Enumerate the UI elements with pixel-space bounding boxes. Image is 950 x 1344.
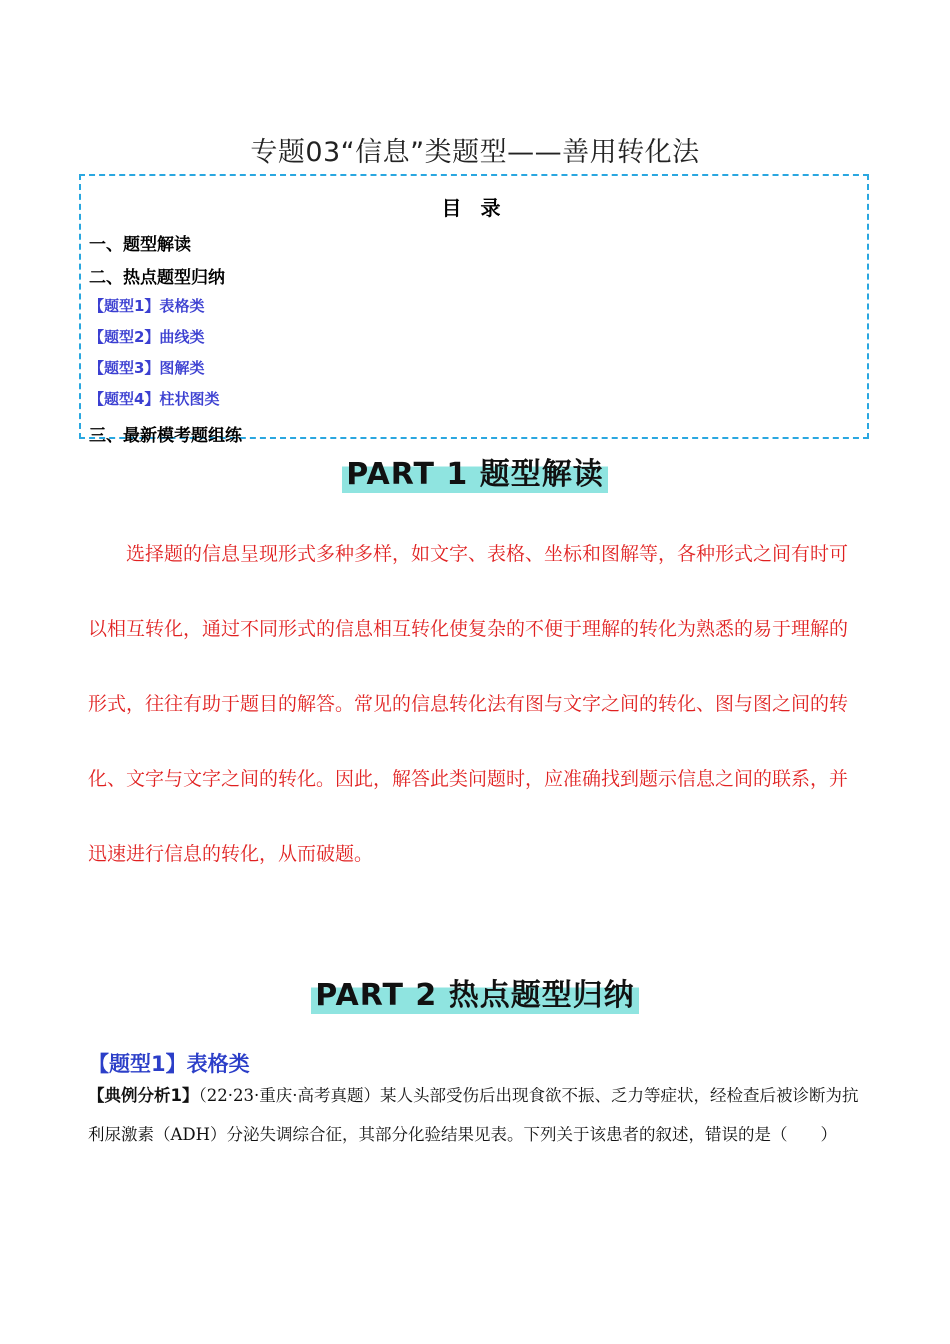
- toc-item[interactable]: 【题型4】柱状图类: [89, 390, 220, 408]
- table-of-contents: [79, 174, 869, 446]
- toc-item[interactable]: 二、热点题型归纳: [89, 268, 225, 288]
- part2-banner-text: PART 2 热点题型归纳: [311, 968, 638, 1014]
- example-text: （22·23·重庆·高考真题）某人头部受伤后出现食欲不振、乏力等症状，经检查后被诊断为抗利尿激素（ADH）分泌失调综合征，其部分化验结果见表。下列关于该患者的叙述，错误的是（ ）: [88, 1086, 859, 1144]
- toc-item[interactable]: 三、最新模考题组练: [89, 426, 242, 446]
- toc-item[interactable]: 【题型3】图解类: [89, 359, 205, 377]
- part1-banner: [0, 447, 950, 493]
- toc-item[interactable]: 【题型2】曲线类: [89, 328, 205, 346]
- example-analysis: [88, 1076, 868, 1154]
- part2-banner: [0, 968, 950, 1014]
- toc-heading: 目 录: [441, 196, 507, 220]
- toc-item[interactable]: 【题型1】表格类: [89, 297, 205, 315]
- section-label: 【题型1】表格类: [88, 1052, 250, 1076]
- example-label: 【典例分析1】: [88, 1086, 199, 1105]
- page-title: 专题03“信息”类题型——善用转化法: [250, 137, 700, 168]
- intro-text: 选择题的信息呈现形式多种多样，如文字、表格、坐标和图解等，各种形式之间有时可以相互转化，通过不同形式的信息相互转化使复杂的不便于理解的转化为熟悉的易于理解的形式，往往有助于题目的解答。常见的信息转化法有图与文字之间的转化、图与图之间的转化、文字与文字之间的转化。因此，解答此类问题时，应准确找到题示信息之间的联系，并迅速进行信息的转化，从而破题。: [88, 543, 849, 865]
- part1-banner-text: PART 1 题型解读: [342, 447, 607, 493]
- toc-item[interactable]: 一、题型解读: [89, 235, 191, 255]
- intro-paragraph: [88, 517, 848, 892]
